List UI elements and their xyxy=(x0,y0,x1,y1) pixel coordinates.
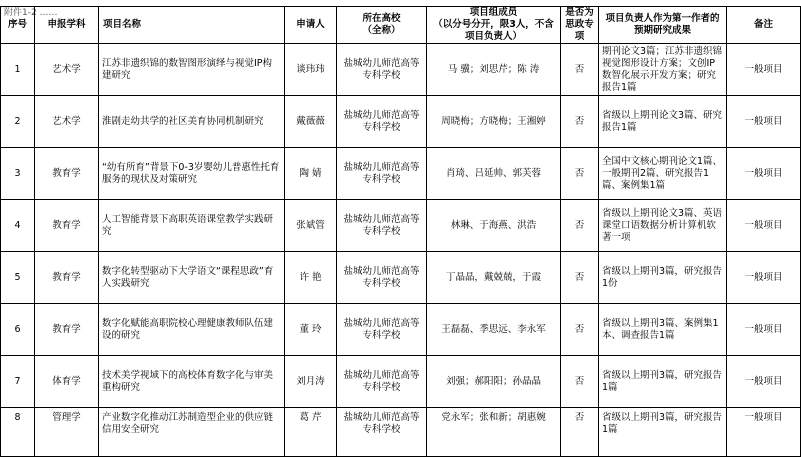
cell-outcomes: 省级以上期刊3篇，研究报告1篇 xyxy=(599,408,727,457)
cell-remark: 一般项目 xyxy=(727,304,801,356)
cell-outcomes: 省级以上期刊3篇，研究报告1篇 xyxy=(599,356,727,408)
cell-school: 盐城幼儿师范高等专科学校 xyxy=(337,408,427,457)
cell-outcomes: 省级以上期刊3篇，研究报告1份 xyxy=(599,252,727,304)
cell-no: 5 xyxy=(1,252,35,304)
cell-title: 江苏非遗织锦的数智图形演绎与视觉IP构建研究 xyxy=(99,44,285,96)
cell-school: 盐城幼儿师范高等专科学校 xyxy=(337,148,427,200)
cell-discipline: 教育学 xyxy=(35,304,99,356)
cell-remark: 一般项目 xyxy=(727,356,801,408)
cell-discipline: 艺术学 xyxy=(35,96,99,148)
table-row xyxy=(1,200,801,252)
cell-remark: 一般项目 xyxy=(727,408,801,457)
cell-members: 肖琦、吕延帅、郭芙蓉 xyxy=(427,148,561,200)
table-row xyxy=(1,44,801,96)
cell-no: 4 xyxy=(1,200,35,252)
cell-no: 6 xyxy=(1,304,35,356)
cell-title: 淮剧走幼共学的社区美育协同机制研究 xyxy=(99,96,285,148)
cell-school: 盐城幼儿师范高等专科学校 xyxy=(337,304,427,356)
table-row xyxy=(1,252,801,304)
cell-school: 盐城幼儿师范高等专科学校 xyxy=(337,200,427,252)
table-row xyxy=(1,148,801,200)
header-school: 所在高校 （全称） xyxy=(337,7,427,44)
cell-remark: 一般项目 xyxy=(727,44,801,96)
cell-discipline: 艺术学 xyxy=(35,44,99,96)
cell-ideological: 否 xyxy=(561,148,599,200)
cell-outcomes: 期刊论文3篇；江苏非遗织锦视觉图形设计方案；文创IP数智化展示开发方案；研究报告1篇 xyxy=(599,44,727,96)
cell-no: 8 xyxy=(1,408,35,457)
cell-applicant: 张斌管 xyxy=(285,200,337,252)
cell-ideological: 否 xyxy=(561,200,599,252)
header-outcomes: 项目负责人作为第一作者的预期研究成果 xyxy=(599,7,727,44)
cell-applicant: 董 玲 xyxy=(285,304,337,356)
cell-discipline: 体育学 xyxy=(35,356,99,408)
cell-members: 丁晶晶，戴兢兢，于霞 xyxy=(427,252,561,304)
project-table xyxy=(0,6,801,457)
table-row xyxy=(1,96,801,148)
cell-applicant: 葛 芹 xyxy=(285,408,337,457)
table-row xyxy=(1,356,801,408)
cell-outcomes: 全国中文核心期刊论文1篇、一般期刊2篇、研究报告1篇、案例集1篇 xyxy=(599,148,727,200)
cell-applicant: 许 艳 xyxy=(285,252,337,304)
cell-applicant: 谈玮玮 xyxy=(285,44,337,96)
cell-school: 盐城幼儿师范高等专科学校 xyxy=(337,96,427,148)
cell-ideological: 否 xyxy=(561,356,599,408)
cell-school: 盐城幼儿师范高等专科学校 xyxy=(337,44,427,96)
cell-title: 数字化赋能高职院校心理健康教师队伍建设的研究 xyxy=(99,304,285,356)
header-row xyxy=(1,7,801,44)
top-fragment: 附件1-2 …… xyxy=(4,8,58,18)
header-members: 项目组成员 （以分号分开，限3人，不含项目负责人） xyxy=(427,7,561,44)
cell-ideological: 否 xyxy=(561,304,599,356)
cell-remark: 一般项目 xyxy=(727,148,801,200)
header-ideological: 是否为思政专项 xyxy=(561,7,599,44)
cell-title: 人工智能背景下高职英语课堂教学实践研究 xyxy=(99,200,285,252)
cell-school: 盐城幼儿师范高等专科学校 xyxy=(337,252,427,304)
cell-members: 林琳、于海燕、洪浩 xyxy=(427,200,561,252)
header-remark: 备注 xyxy=(727,7,801,44)
cell-members: 马 骥；刘思芹；陈 涛 xyxy=(427,44,561,96)
cell-applicant: 陶 婧 xyxy=(285,148,337,200)
cell-outcomes: 省级以上期刊3篇、案例集1本、调查报告1篇 xyxy=(599,304,727,356)
cell-title: 数字化转型驱动下大学语文“课程思政”育人实践研究 xyxy=(99,252,285,304)
cell-no: 2 xyxy=(1,96,35,148)
cell-remark: 一般项目 xyxy=(727,252,801,304)
cell-title: 产业数字化推动江苏制造型企业的供应链信用安全研究 xyxy=(99,408,285,457)
cell-discipline: 教育学 xyxy=(35,252,99,304)
cell-applicant: 刘月涛 xyxy=(285,356,337,408)
header-discipline: 申报学科 xyxy=(35,7,99,44)
header-no: 序号 xyxy=(1,7,35,44)
cell-members: 党永军；张和新；胡惠婉 xyxy=(427,408,561,457)
cell-discipline: 管理学 xyxy=(35,408,99,457)
table-row xyxy=(1,408,801,457)
cell-no: 7 xyxy=(1,356,35,408)
cell-applicant: 戴薇薇 xyxy=(285,96,337,148)
cell-no: 1 xyxy=(1,44,35,96)
cell-ideological: 否 xyxy=(561,408,599,457)
cell-title: 技术美学视域下的高校体育数字化与审美重构研究 xyxy=(99,356,285,408)
header-title: 项目名称 xyxy=(99,7,285,44)
cell-members: 周晓梅；方晓梅；王湘婷 xyxy=(427,96,561,148)
cell-title: “幼有所育”背景下0-3岁婴幼儿普惠性托育服务的现状及对策研究 xyxy=(99,148,285,200)
cell-discipline: 教育学 xyxy=(35,148,99,200)
header-applicant: 申请人 xyxy=(285,7,337,44)
cell-no: 3 xyxy=(1,148,35,200)
cell-ideological: 否 xyxy=(561,252,599,304)
cell-remark: 一般项目 xyxy=(727,200,801,252)
cell-discipline: 教育学 xyxy=(35,200,99,252)
cell-ideological: 否 xyxy=(561,96,599,148)
cell-members: 王磊磊、季思远、李永军 xyxy=(427,304,561,356)
cell-ideological: 否 xyxy=(561,44,599,96)
cell-school: 盐城幼儿师范高等专科学校 xyxy=(337,356,427,408)
cell-outcomes: 省级以上期刊论文3篇、研究报告1篇 xyxy=(599,96,727,148)
table-row xyxy=(1,304,801,356)
cell-members: 刘强；郝阳阳；孙晶晶 xyxy=(427,356,561,408)
cell-outcomes: 省级以上期刊论文3篇、英语课堂口语数据分析计算机软著一项 xyxy=(599,200,727,252)
cell-remark: 一般项目 xyxy=(727,96,801,148)
